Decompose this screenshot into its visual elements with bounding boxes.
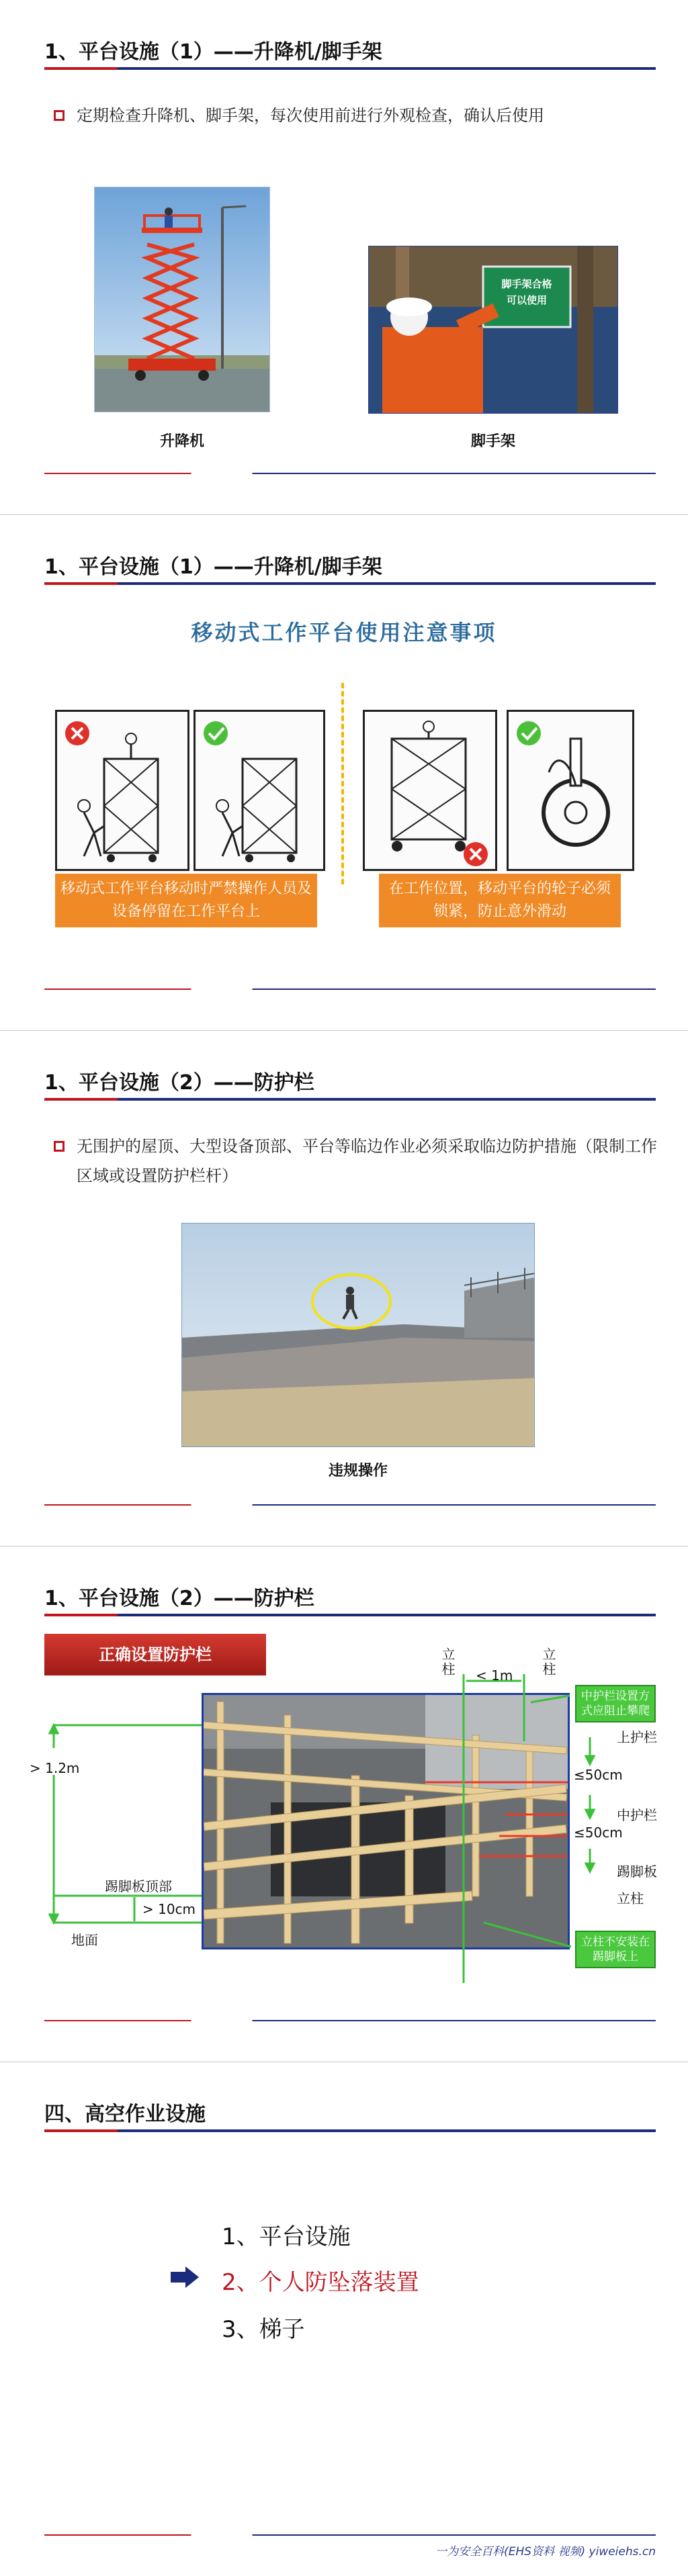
dashed-divider [341, 683, 344, 884]
sign-text-line-2: 可以使用 [506, 294, 547, 306]
caption-scaffold: 脚手架 [470, 433, 515, 450]
bullet-square-icon [54, 110, 64, 121]
arrow-right-icon [169, 2265, 200, 2289]
slide-guardrail-violation [0, 1030, 688, 1546]
annotation-mid-rail: 中护栏 [617, 1807, 657, 1823]
annotation-post-top-right: 立柱 [540, 1647, 556, 1677]
bullet-text: 定期检查升降机、脚手架，每次使用前进行外观检查，确认后使用 [77, 106, 544, 125]
contents-item-fall-protection[interactable]: 2、个人防坠落装置 [222, 2269, 419, 2296]
annotation-top-rail: 上护栏 [617, 1729, 657, 1745]
correct-guardrail-label: 正确设置防护栏 [44, 1634, 266, 1675]
bottom-rule [44, 988, 656, 990]
dimension-lines [0, 1547, 688, 2062]
note-mid-rail-anti-climb: 中护栏设置方式应阻止攀爬 [575, 1685, 656, 1722]
illustration-locked-wheel [507, 710, 634, 871]
slide-guardrail-correct [0, 1546, 688, 2062]
bullet-item [54, 1132, 658, 1191]
slide-title: 1、平台设施（2）——防护栏 [44, 1587, 314, 1610]
note-lock-wheels: 在工作位置，移动平台的轮子必须锁紧，防止意外滑动 [379, 874, 621, 927]
bullet-item [54, 101, 658, 130]
contents-item-platform[interactable]: 1、平台设施 [222, 2223, 351, 2250]
slide-title: 1、平台设施（1）——升降机/脚手架 [44, 555, 382, 579]
slide-title: 四、高空作业设施 [44, 2103, 206, 2126]
title-rule [44, 67, 656, 70]
annotation-gap-2: ≤50cm [574, 1825, 623, 1841]
illustration-correct-moving [194, 710, 325, 871]
slide-lift-scaffold-inspection [0, 0, 688, 514]
annotation-toeboard-top: 踢脚板顶部 [105, 1878, 172, 1894]
footer-watermark-link[interactable]: 一为安全百科(EHS资料 视频) yiweiehs.cn [435, 2545, 656, 2559]
note-post-not-on-toeboard: 立柱不安装在踢脚板上 [575, 1931, 656, 1968]
contents-item-ladder[interactable]: 3、梯子 [222, 2316, 305, 2343]
title-rule [44, 2129, 656, 2132]
bottom-rule [44, 2534, 656, 2536]
annotation-post: 立柱 [617, 1890, 644, 1906]
violation-photo [181, 1223, 535, 1447]
slide-title: 1、平台设施（2）——防护栏 [44, 1071, 314, 1095]
bottom-rule [44, 1504, 656, 1506]
note-no-riding: 移动式工作平台移动时严禁操作人员及设备停留在工作平台上 [55, 874, 317, 927]
scaffold-tag-photo [368, 246, 618, 414]
title-rule [44, 582, 656, 585]
annotation-toeboard-height: > 10cm [142, 1901, 196, 1917]
slide-mobile-platform-notes [0, 514, 688, 1030]
bullet-square-icon [54, 1141, 64, 1152]
poster-title: 移动式工作平台使用注意事项 [191, 620, 497, 645]
annotation-post-top-left: 立柱 [439, 1647, 456, 1677]
annotation-rail-height: > 1.2m [30, 1760, 80, 1776]
caption-violation: 违规操作 [328, 1463, 388, 1479]
annotation-toeboard: 踢脚板 [617, 1864, 657, 1880]
title-rule [44, 1098, 656, 1101]
slide-contents [0, 2062, 688, 2576]
illustration-wrong-moving [55, 710, 189, 871]
annotation-gap-1: ≤50cm [574, 1767, 623, 1783]
annotation-post-spacing: < 1m [476, 1667, 513, 1684]
sign-text-line-1: 脚手架合格 [501, 278, 552, 290]
bullet-text: 无围护的屋顶、大型设备顶部、平台等临边作业必须采取临边防护措施（限制工作区域或设置防护栏杆） [77, 1137, 657, 1185]
bottom-rule [44, 2020, 656, 2021]
scissor-lift-photo [94, 187, 270, 412]
caption-lift: 升降机 [159, 433, 204, 450]
annotation-ground: 地面 [71, 1932, 98, 1948]
illustration-unlocked-wheel [363, 710, 497, 871]
slide-title: 1、平台设施（1）——升降机/脚手架 [44, 40, 382, 64]
bottom-rule [44, 473, 656, 474]
